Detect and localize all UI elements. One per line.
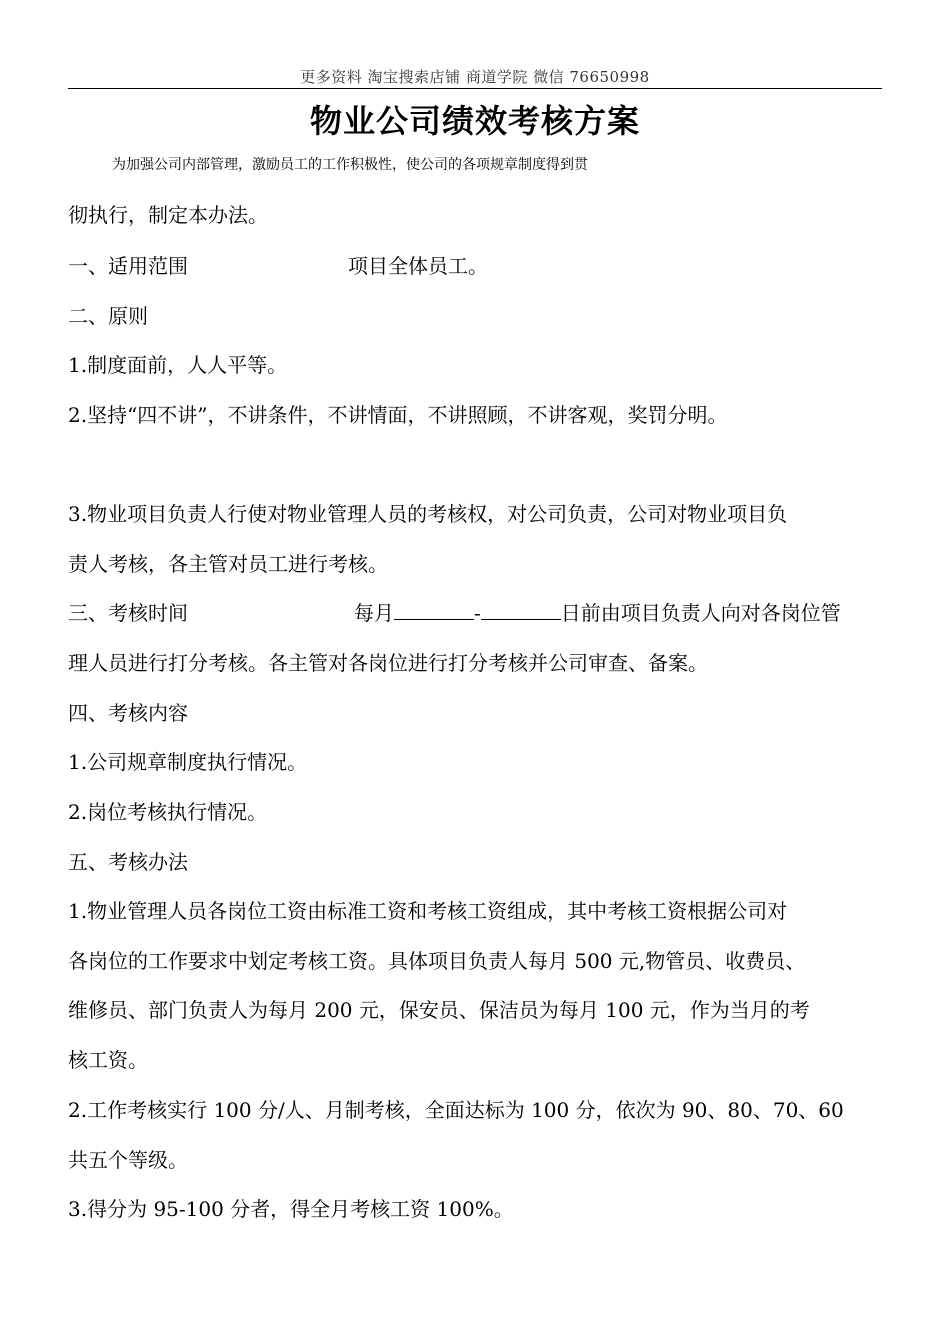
section-2-item-3-line-2: 责人考核，各主管对员工进行考核。 (68, 552, 388, 576)
section-2-item-3-line-1: 3.物业项目负责人行使对物业管理人员的考核权，对公司负责，公司对物业项目负 (68, 502, 788, 526)
intro-line-2: 彻执行，制定本办法。 (68, 203, 268, 227)
section-5-item-3: 3.得分为 95-100 分者，得全月考核工资 100%。 (68, 1197, 514, 1221)
section-5-item-1-line-2: 各岗位的工作要求中划定考核工资。具体项目负责人每月 500 元,物管员、收费员、 (68, 949, 806, 973)
section-3-dash: - (474, 601, 481, 625)
section-3-line-2: 理人员进行打分考核。各主管对各岗位进行打分考核并公司审查、备案。 (68, 651, 708, 675)
section-5-item-1-line-4: 核工资。 (68, 1048, 148, 1072)
section-4-item-1: 1.公司规章制度执行情况。 (68, 750, 308, 774)
section-2-item-1: 1.制度面前，人人平等。 (68, 353, 288, 377)
section-5-heading: 五、考核办法 (68, 850, 188, 874)
header-divider (68, 88, 882, 89)
section-5-item-1-line-1: 1.物业管理人员各岗位工资由标准工资和考核工资组成，其中考核工资根据公司对 (68, 899, 788, 923)
section-2-heading: 二、原则 (68, 304, 148, 328)
section-5-item-2-line-2: 共五个等级。 (68, 1148, 188, 1172)
document-title: 物业公司绩效考核方案 (309, 102, 640, 140)
page-header: 更多资料 淘宝搜索店铺 商道学院 微信 76650998 (300, 68, 650, 86)
section-5-item-2-line-1: 2.工作考核实行 100 分/人、月制考核，全面达标为 100 分，依次为 90、80、70、60 (68, 1098, 844, 1122)
section-1-heading: 一、适用范围 (68, 254, 188, 278)
section-5-item-1-line-3: 维修员、部门负责人为每月 200 元，保安员、保洁员为每月 100 元，作为当月的考 (68, 998, 810, 1022)
section-3-row (68, 598, 882, 628)
section-2-item-2: 2.坚持“四不讲”，不讲条件，不讲情面，不讲照顾，不讲客观，奖罚分明。 (68, 403, 728, 427)
section-3-value (354, 598, 841, 628)
section-1-row (68, 251, 882, 281)
month-blank-start[interactable] (394, 618, 474, 620)
section-4-item-2: 2.岗位考核执行情况。 (68, 800, 268, 824)
section-1-value: 项目全体员工。 (348, 254, 488, 278)
section-3-heading: 三、考核时间 (68, 601, 188, 625)
intro-line-1: 为加强公司内部管理，激励员工的工作积极性，使公司的各项规章制度得到贯 (112, 157, 588, 173)
section-3-value-prefix: 每月 (354, 601, 394, 625)
section-4-heading: 四、考核内容 (68, 701, 188, 725)
section-3-value-suffix: 日前由项目负责人向对各岗位管 (560, 601, 841, 625)
month-blank-end[interactable] (481, 618, 561, 620)
